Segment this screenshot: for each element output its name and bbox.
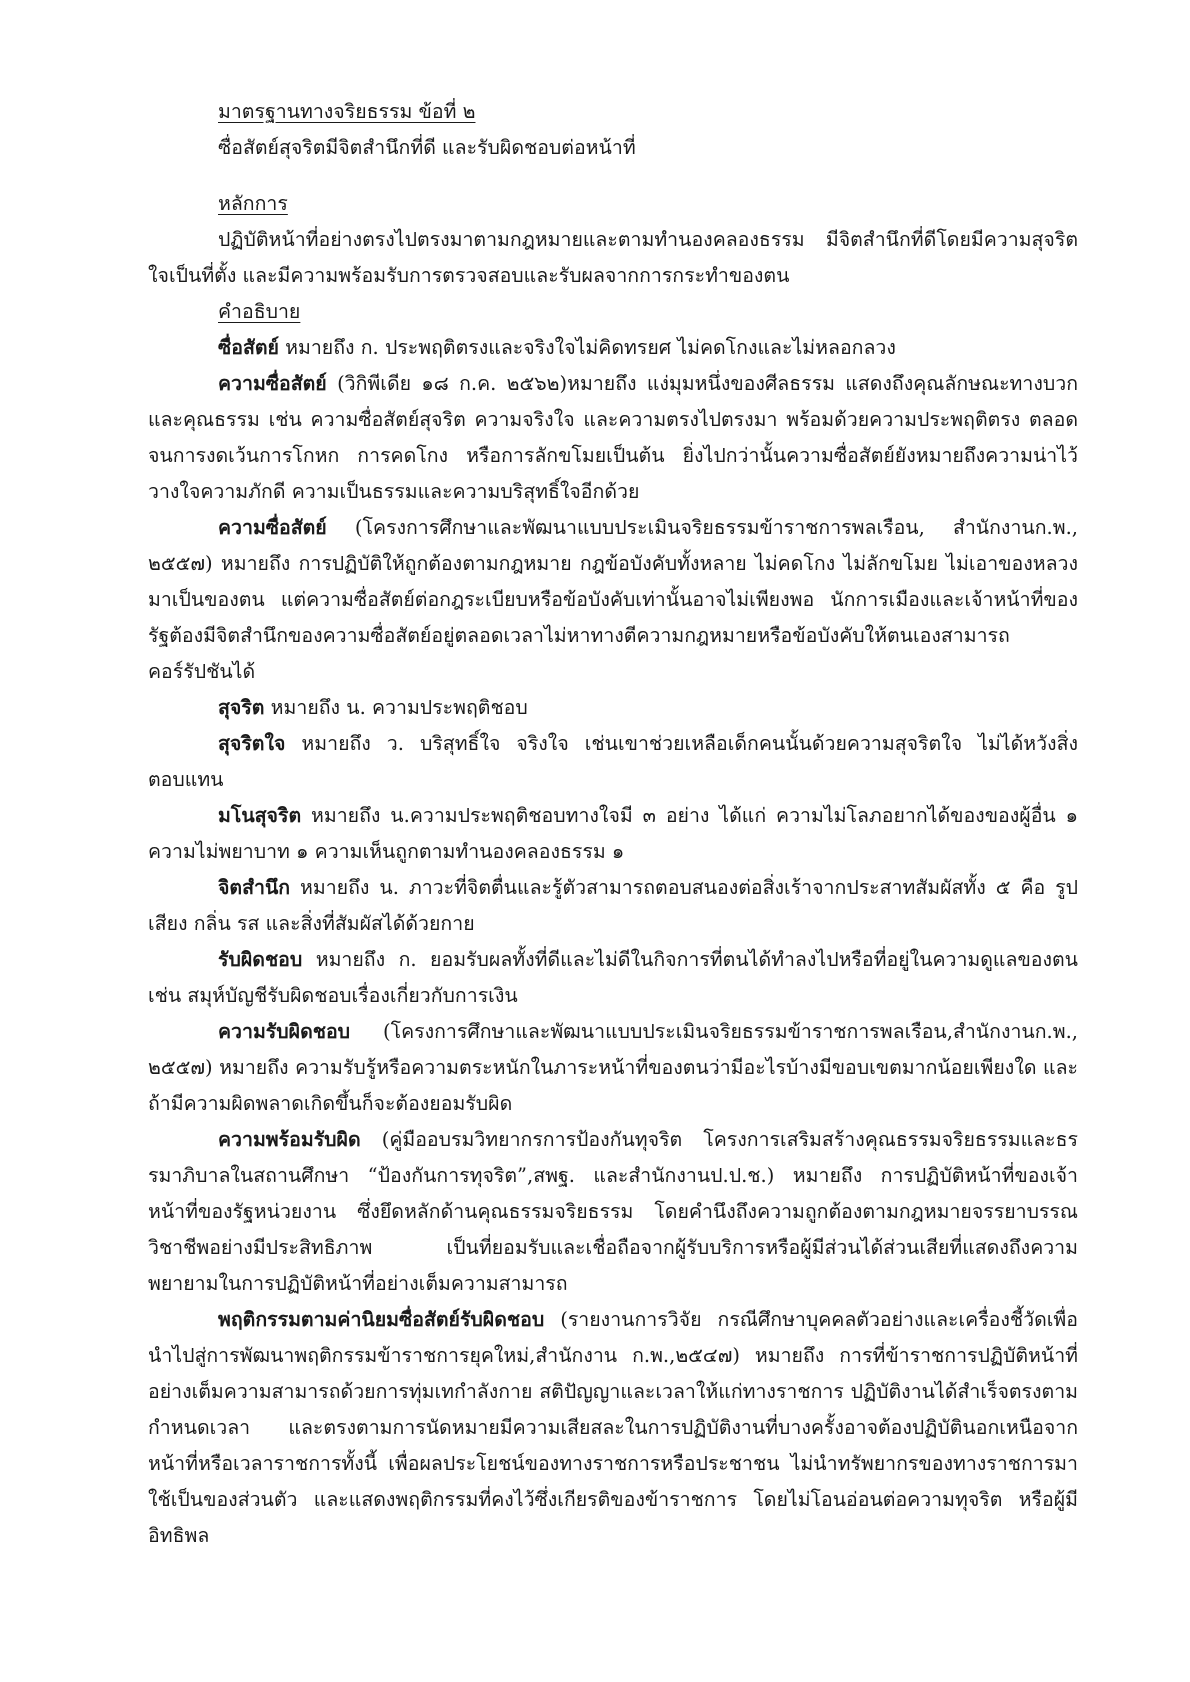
definition-text: (วิกิพีเดีย ๑๘ ก.ค. ๒๕๖๒)หมายถึง แง่มุมหนึ่งของศีลธรรม แสดงถึงคุณลักษณะทางบวกและคุณธรรม เช่น ความซื่อสัตย์สุจริต ความจริงใจ และความตรงไปตรงมา พร้อมด้วยความประพฤติตรง ตลอดจนการงดเว้นการโกหก การคดโกง หรือการลักขโมยเป็นต้น ยิ่งไปกว่านั้นความซื่อสัตย์ยังหมายถึงความน่าไว้วางใจความภักดี ความเป็นธรรมและความบริสุทธิ์ใจอีกด้วย <box>148 372 1078 503</box>
definition-term: สุจริตใจ <box>218 732 286 755</box>
definition-term: รับผิดชอบ <box>218 948 303 971</box>
definitions-section <box>148 294 1078 1554</box>
definition-item <box>148 1014 1078 1122</box>
definition-item <box>148 510 1078 690</box>
definition-term: ซื่อสัตย์ <box>218 336 279 359</box>
definition-item <box>148 942 1078 1014</box>
definition-term: ความรับผิดชอบ <box>218 1020 351 1043</box>
definition-term: ความพร้อมรับผิด <box>218 1128 361 1151</box>
definition-term: จิตสำนึก <box>218 876 291 899</box>
definition-term: ความซื่อสัตย์ <box>218 516 327 539</box>
definition-term: ความซื่อสัตย์ <box>218 372 327 395</box>
definition-term: สุจริต <box>218 696 265 719</box>
definition-item <box>148 870 1078 942</box>
standard-title: ซื่อสัตย์สุจริตมีจิตสำนึกที่ดี และรับผิดชอบต่อหน้าที่ <box>218 136 636 159</box>
definition-term: มโนสุจริต <box>218 804 302 827</box>
standard-label: มาตรฐานทางจริยธรรม ข้อที่ ๒ <box>218 100 476 123</box>
definition-item <box>148 690 1078 726</box>
definition-text: (คู่มืออบรมวิทยากรการป้องกันทุจริต โครงการเสริมสร้างคุณธรรมจริยธรรมและธรรมาภิบาลในสถานศึกษา “ป้องกันการทุจริต”,สพฐ. และสำนักงานป.ป.ช.) หมายถึง การปฏิบัติหน้าที่ของเจ้าหน้าที่ของรัฐหน่วยงาน ซึ่งยึดหลักด้านคุณธรรมจริยธรรม โดยคำนึงถึงความถูกต้องตามกฎหมายจรรยาบรรณวิชาชีพอย่างมีประสิทธิภาพ เป็นที่ยอมรับและเชื่อถือจากผู้รับบริการหรือผู้มีส่วนได้ส่วนเสียที่แสดงถึงความพยายามในการปฏิบัติหน้าที่อย่างเต็มความสามารถ <box>148 1128 1078 1295</box>
definition-item <box>148 366 1078 510</box>
definition-text: (รายงานการวิจัย กรณีศึกษาบุคคลตัวอย่างและเครื่องชี้วัดเพื่อนำไปสู่การพัฒนาพฤติกรรมข้าราชการยุคใหม่,สำนักงาน ก.พ.,๒๕๔๗) หมายถึง การที่ข้าราชการปฏิบัติหน้าที่อย่างเต็มความสามารถด้วยการทุ่มเทกำลังกาย สติปัญญาและเวลาให้แก่ทางราชการ ปฏิบัติงานได้สำเร็จตรงตามกำหนดเวลา และตรงตามการนัดหมายมีความเสียสละในการปฏิบัติงานที่บางครั้งอาจต้องปฏิบัตินอกเหนือจากหน้าที่หรือเวลาราชการทั้งนี้ เพื่อผลประโยชน์ของทางราชการหรือประชาชน ไม่นำทรัพยากรของทางราชการมาใช้เป็นของส่วนตัว และแสดงพฤติกรรมที่คงไว้ซึ่งเกียรติของข้าราชการ โดยไม่โอนอ่อนต่อความทุจริต หรือผู้มีอิทธิพล <box>148 1308 1078 1547</box>
definition-text: หมายถึง น. ความประพฤติชอบ <box>264 696 528 719</box>
definition-text: หมายถึง ว. บริสุทธิ์ใจ จริงใจ เช่นเขาช่วยเหลือเด็กคนนั้นด้วยความสุจริตใจ ไม่ได้หวังสิ่งตอบแทน <box>148 732 1078 791</box>
definitions-heading: คำอธิบาย <box>218 300 301 323</box>
definition-text: หมายถึง น.ความประพฤติชอบทางใจมี ๓ อย่าง ได้แก่ ความไม่โลภอยากได้ของของผู้อื่น ๑ ความไม่พยาบาท ๑ ความเห็นถูกตามทำนองคลองธรรม ๑ <box>148 804 1078 863</box>
definition-term: พฤติกรรมตามค่านิยมซื่อสัตย์รับผิดชอบ <box>218 1308 545 1331</box>
principles-heading: หลักการ <box>218 192 288 215</box>
definition-item <box>148 1302 1078 1554</box>
definition-text: หมายถึง น. ภาวะที่จิตตื่นและรู้ตัวสามารถตอบสนองต่อสิ่งเร้าจากประสาทสัมผัสทั้ง ๕ คือ รูป เสียง กลิ่น รส และสิ่งที่สัมผัสได้ด้วยกาย <box>148 876 1078 935</box>
principles-text: ปฏิบัติหน้าที่อย่างตรงไปตรงมาตามกฎหมายและตามทำนองคลองธรรม มีจิตสำนึกที่ดีโดยมีความสุจริตใจเป็นที่ตั้ง และมีความพร้อมรับการตรวจสอบและรับผลจากการกระทำของตน <box>148 228 1078 287</box>
definition-text: หมายถึง ก. ยอมรับผลทั้งที่ดีและไม่ดีในกิจการที่ตนได้ทำลงไปหรือที่อยู่ในความดูแลของตน เช่น สมุห์บัญชีรับผิดชอบเรื่องเกี่ยวกับการเงิน <box>148 948 1078 1007</box>
standard-header <box>218 94 1118 166</box>
definition-item <box>148 1122 1078 1302</box>
definition-item <box>148 798 1078 870</box>
definition-text: (โครงการศึกษาและพัฒนาแบบประเมินจริยธรรมข้าราชการพลเรือน, สำนักงานก.พ., ๒๕๕๗) หมายถึง การปฏิบัติให้ถูกต้องตามกฎหมาย กฎข้อบังคับทั้งหลาย ไม่คดโกง ไม่ลักขโมย ไม่เอาของหลวงมาเป็นของตน แต่ความซื่อสัตย์ต่อกฎระเบียบหรือข้อบังคับเท่านั้นอาจไม่เพียงพอ นักการเมืองและเจ้าหน้าที่ของรัฐต้องมีจิตสำนึกของความซื่อสัตย์อยู่ตลอดเวลาไม่หาทางตีความกฎหมายหรือข้อบังคับให้ตนเองสามารถคอร์รัปชันได้ <box>148 516 1078 683</box>
definition-text: (โครงการศึกษาและพัฒนาแบบประเมินจริยธรรมข้าราชการพลเรือน,สำนักงานก.พ., ๒๕๕๗) หมายถึง ความรับรู้หรือความตระหนักในภาระหน้าที่ของตนว่ามีอะไรบ้างมีขอบเขตมากน้อยเพียงใด และถ้ามีความผิดพลาดเกิดขึ้นก็จะต้องยอมรับผิด <box>148 1020 1078 1115</box>
definition-text: หมายถึง ก. ประพฤติตรงและจริงใจไม่คิดทรยศ ไม่คดโกงและไม่หลอกลวง <box>278 336 896 359</box>
definition-item <box>148 330 1078 366</box>
definition-item <box>148 726 1078 798</box>
principles-section <box>148 186 1078 294</box>
